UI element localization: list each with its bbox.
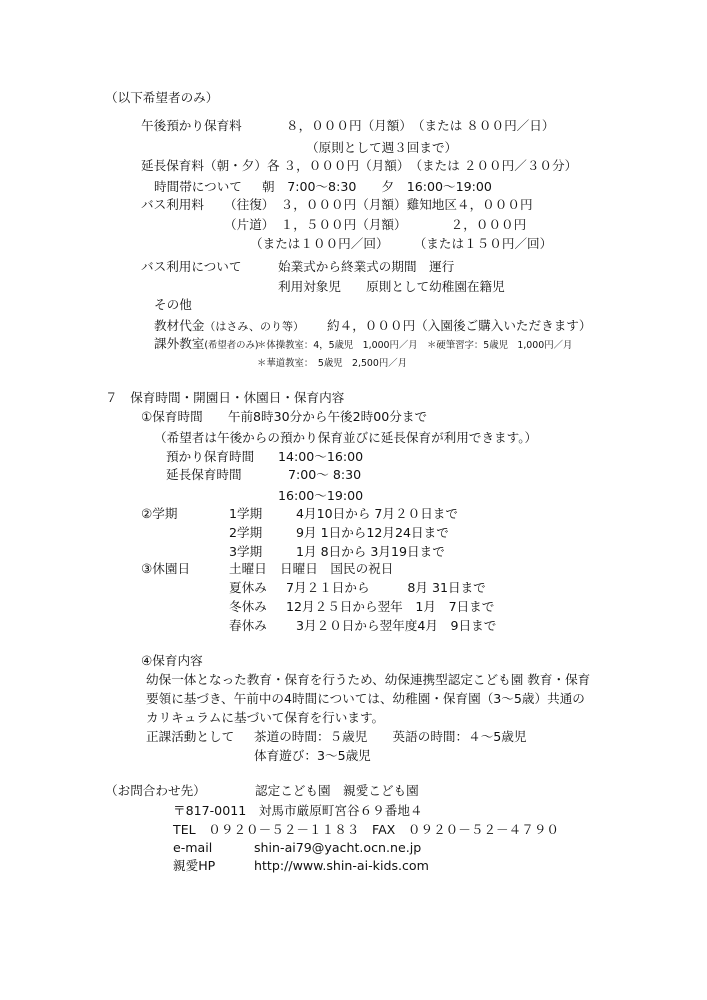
materials-value: 約４，０００円（入園後ご購入いただきます） [327,318,592,333]
afternoon-care-fee-note: （原則として週３回まで） [306,140,458,155]
contact-hp: http://www.shin-ai-kids.com [254,858,429,873]
materials-note: （はさみ、のり等） [204,320,305,333]
regular-activity-1: 茶道の時間：５歳児 英語の時間：４～5歳児 [254,729,527,744]
optional-header: （以下希望者のみ） [105,90,219,105]
content-line-2: 要領に基づき、午前中の4時間については、幼稚園・保育園（3～5歳）共通の [146,691,585,706]
after-care-hours-value: 14:00～16:00 [278,449,364,464]
term-2-value: 9月 1日から12月24日まで [296,525,449,540]
content-line-3: カリキュラムに基づいて保育を行います。 [146,710,385,725]
bus-fee-per-ride: （または１００円／回） （または１５０円／回） [250,236,553,251]
contact-tel-fax: TEL ０９２０－５２－１１８３ FAX ０９２０－５２－４７９０ [173,822,560,837]
extended-hours-value-2: 16:00～19:00 [278,488,364,503]
afternoon-care-fee-label: 午後預かり保育料 [141,118,242,133]
holiday-1-value: 日曜日 国民の祝日 [280,561,394,576]
contact-hp-label: 親愛HP [173,858,216,873]
bus-fee-label: バス利用料 [141,197,204,212]
extended-hours-label: 延長保育時間 [166,467,242,482]
regular-activity-2: 体育遊び：3～5歳児 [254,748,371,763]
bus-usage-target: 利用対象児 原則として幼稚園在籍児 [278,279,505,294]
section-7-title: ７ 保育時間・開園日・休園日・保育内容 [105,390,345,405]
care-hours-note: （希望者は午後からの預かり保育並びに延長保育が利用できます。） [154,430,538,445]
extra-classes-value-2: ＊華道教室： 5歳児 2,500円／月 [257,358,407,369]
extended-care-fee: 延長保育料（朝・夕）各 ３，０００円（月額） （または ２００円／３０分） [141,158,578,173]
contact-label: （お問合わせ先） [105,783,206,798]
extra-classes-label: 課外教室 [154,336,205,351]
contact-email: shin-ai79@yacht.ocn.ne.jp [254,840,422,855]
contact-email-label: e-mail [173,840,213,855]
content-line-1: 幼保一体となった教育・保育を行うため、幼保連携型認定こども園 教育・保育 [146,672,591,687]
content-heading: ④保育内容 [141,653,203,668]
regular-activity-label: 正課活動として [146,729,235,744]
holiday-4-value: 3月２０日から翌年度4月 9日まで [296,618,497,633]
extended-hours-value: 7:00～ 8:30 [288,467,362,482]
contact-name: 認定こども園 親愛こども園 [255,783,419,798]
term-3-value: 1月 8日から 3月19日まで [296,544,445,559]
holiday-2-label: 夏休み [229,580,267,595]
extra-classes-note: (希望者のみ) [204,340,259,351]
contact-address: 〒817-0011 対馬市厳原町宮谷６９番地４ [173,803,423,818]
other-label: その他 [154,297,192,312]
holidays-heading: ③休園日 [141,561,191,576]
materials-fee [154,320,304,333]
holiday-2-value: 7月２１日から 8月 31日まで [286,580,486,595]
bus-usage-label: バス利用について [141,259,242,274]
extra-classes-value: ＊体操教室：4，5歳児 1,000円／月 ＊硬筆習字：5歳児 1,000円／月 [257,340,573,351]
term-3-label: 3学期 [229,544,263,559]
term-1-value: 4月10日から 7月２０日まで [296,506,458,521]
terms-heading: ②学期 [141,506,178,521]
holiday-1-label: 土曜日 [229,561,267,576]
holiday-3-label: 冬休み [229,599,267,614]
bus-fee-round-trip: （往復） ３，０００円（月額）雞知地区４，０００円 [224,197,533,212]
holiday-4-label: 春休み [229,618,267,633]
holiday-3-value: 12月２５日から翌年 1月 7日まで [286,599,495,614]
materials-label: 教材代金 [154,318,205,333]
term-1-label: 1学期 [229,506,263,521]
bus-fee-one-way: （片道） １，５００円（月額） ２，０００円 [224,217,527,232]
bus-usage-period: 始業式から終業式の期間 運行 [278,259,455,274]
time-slot-label: 時間帯について [154,179,242,194]
afternoon-care-fee-value: ８，０００円（月額） （または ８００円／日） [286,118,555,133]
care-hours-heading: ①保育時間 午前8時30分から午後2時00分まで [141,409,428,424]
term-2-label: 2学期 [229,525,263,540]
time-slot-value: 朝 7:00～8:30 夕 16:00～19:00 [262,179,492,194]
after-care-hours-label: 預かり保育時間 [166,449,255,464]
extra-classes [154,338,259,351]
